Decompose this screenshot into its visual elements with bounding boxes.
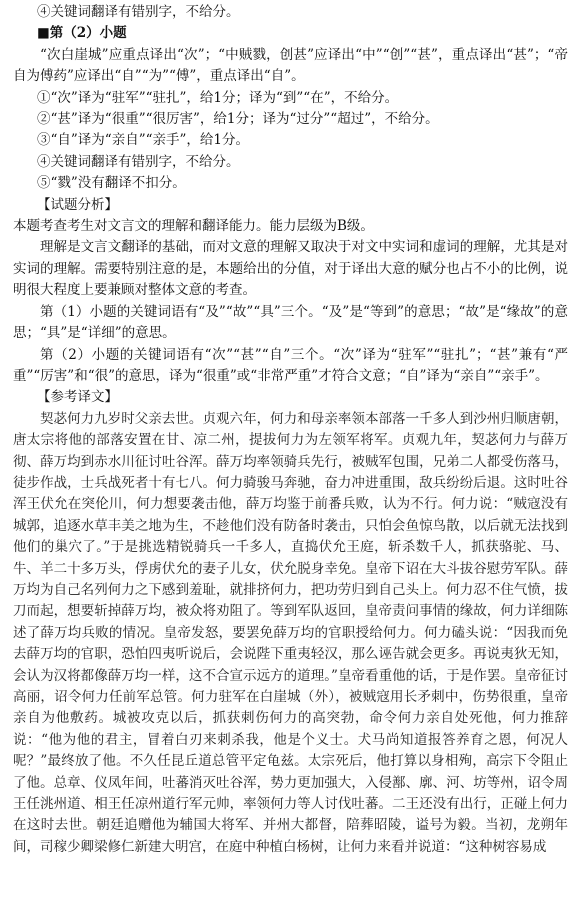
analysis-para-2: 理解是文言文翻译的基础，而对文意的理解又取决于对文中实词和虚词的理解，尤其是对实词的理解。需要特别注意的是，本题给出的分值，对于译出大意的赋分也占不小的比例，说明很大程度上要兼顾对整体文意的考查。 xyxy=(13,239,568,299)
q2-intro: “次白崖城”应重点译出“次”；“中贼戮，创甚”应译出“中”“创”“甚”，重点译出“甚”；“帝自为傅药”应译出“自”“为”“傅”，重点译出“自”。 xyxy=(13,46,568,85)
q2-title xyxy=(13,23,568,44)
q2-item-2: ②“甚”译为“很重”“很厉害”，给1分；译为“过分”“超过”，不给分。 xyxy=(37,111,439,128)
analysis-para-1: 本题考查考生对文言文的理解和翻译能力。能力层级为B级。 xyxy=(13,218,374,235)
translation-body: 契苾何力九岁时父亲去世。贞观六年，何力和母亲率领本部落一千多人到沙州归顺唐朝，唐太宗将他的部落安置在甘、凉二州，提拔何力为左领军将军。贞观九年，契苾何力与薛万彻、薛万均到赤水川征讨吐谷浑。薛万均率领骑兵先行，被贼军包围，兄弟二人都受伤落马，徒步作战，士兵战死者十有七八。何力骑骏马奔驰，奋力冲进重围，敌兵纷纷后退。这时吐谷浑王伏允在突伦川，何力想要袭击他，薛万均鉴于前番兵败，认为不行。何力说：“贼寇没有城郭，追逐水草丰美之地为生，不趁他们没有防备时袭击，只怕会鱼惊鸟散，以后就无法找到他们的巢穴了。”于是挑选精锐骑兵一千多人，直捣伏允王庭，斩杀数千人，抓获骆驼、马、牛、羊二十多万头，俘虏伏允的妻子儿女，伏允脱身幸免。皇帝下诏在大斗拔谷慰劳军队。薛万均为自己名列何力之下感到羞耻，就排挤何力，把功劳归到自己头上。何力忍不住气愤，拔刀而起，想要斩掉薛万均，被众将劝阻了。等到军队返回，皇帝责问事情的缘故，何力详细陈述了薛万均兵败的情况。皇帝发怒，要罢免薛万均的官职授给何力。何力磕头说：“因我而免去薛万均的官职，恐怕四夷听说后，会说陛下重夷轻汉，那么诬告就会更多。再说夷狄无知，会认为汉将都像薛万均一样，这不合宣示远方的道理。”皇帝看重他的话，于是作罢。皇帝征讨高丽，诏令何力任前军总管。何力驻军在白崖城（外），被贼寇用长矛刺中，伤势很重，皇帝亲自为他敷药。城被攻克以后，抓获刺伤何力的高突勃，命令何力亲自处死他，何力推辞说：“他为他的君主，冒着白刃来刺杀我，他是个义士。犬马尚知道报答养育之恩，何况人呢？”最终放了他。不久任昆丘道总管平定龟兹。太宗死后，他打算以身相殉，高宗下令阻止了他。总章、仪凤年间，吐蕃消灭吐谷浑，势力更加强大，入侵鄯、廓、河、坊等州，诏令周王任洮州道、相王任凉州道行军元帅，率领何力等人讨伐吐蕃。二王还没有出行，正碰上何力在这时去世。朝廷追赠他为辅国大将军、并州大都督，陪葬昭陵，谥号为毅。当初，龙朔年间，司稼少卿梁修仁新建大明宫，在庭中种植白杨树，让何力来看并说道：“这种树容易成 xyxy=(13,410,568,855)
q2-item-3: ③“自”译为“亲自”“亲手”，给1分。 xyxy=(37,132,249,149)
note-top: ④关键词翻译有错别字，不给分。 xyxy=(37,4,240,20)
analysis-para-3: 第（1）小题的关键词语有“及”“故”“具”三个。“及”是“等到”的意思；“故”是“缘故”的意思；“具”是“详细”的意思。 xyxy=(13,303,568,342)
q2-title-text: ■第（2）小题 xyxy=(37,25,127,42)
translation-title: 【参考译文】 xyxy=(37,389,118,406)
analysis-title: 【试题分析】 xyxy=(37,196,118,213)
q2-item-5: ⑤“戮”没有翻译不扣分。 xyxy=(37,175,186,192)
analysis-para-4: 第（2）小题的关键词语有“次”“甚”“自”三个。“次”译为“驻军”“驻扎”；“甚”兼有“严重”“厉害”和“很”的意思，译为“很重”或“非常严重”才符合文意；“自”译为“亲自”“亲手”。 xyxy=(13,346,568,384)
q2-item-1: ①“次”译为“驻军”“驻扎”，给1分；译为“到”“在”，不给分。 xyxy=(37,89,399,106)
q2-item-4: ④关键词翻译有错别字，不给分。 xyxy=(37,153,240,170)
